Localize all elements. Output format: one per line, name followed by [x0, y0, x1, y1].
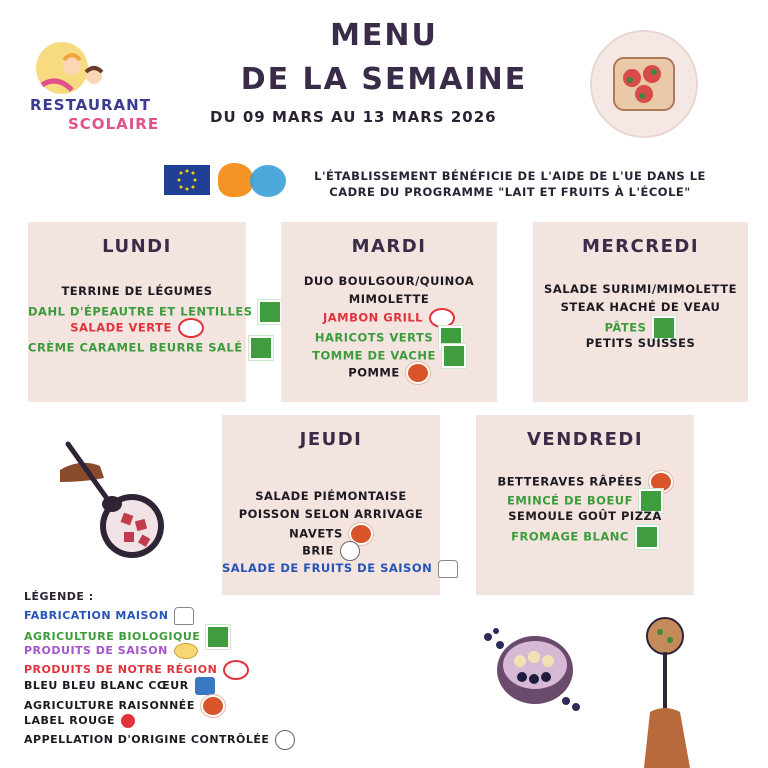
menu-item-label: BETTERAVES RÂPÉES [497, 474, 643, 489]
menu-item [533, 298, 748, 316]
menu-item-label: SALADE PIÉMONTAISE [255, 489, 407, 503]
menu-item-label: HARICOTS VERTS [314, 330, 434, 345]
menu-item-label: MIMOLETTE [348, 292, 430, 306]
day-card-mercredi [533, 222, 748, 402]
menu-item-label: POISSON SELON ARRIVAGE [238, 507, 424, 521]
menu-dates: DU 09 MARS AU 13 MARS 2026 [210, 108, 497, 126]
aoc-icon [275, 730, 295, 750]
agriculture-raisonnee-icon [201, 695, 225, 717]
fabrication-maison-icon [174, 607, 194, 625]
day-card-vendredi [476, 415, 694, 595]
legend-item-label: LABEL ROUGE [24, 714, 116, 727]
menu-item-label: PETITS SUISSES [585, 336, 696, 350]
menu-item-label: FROMAGE BLANC [511, 529, 629, 544]
menu-item [281, 326, 497, 344]
menu-item [533, 280, 748, 298]
legend-item-label: BLEU BLEU BLANC CŒUR [24, 679, 189, 692]
menu-item-label: TERRINE DE LÉGUMES [61, 284, 213, 298]
menu-item-label: PÂTES [604, 320, 647, 335]
eu-flag-icon [164, 165, 210, 195]
legend-items [24, 607, 324, 747]
legend-item [24, 695, 324, 713]
menu-item-label: TOMME DE VACHE [312, 348, 436, 363]
menu-item [222, 559, 440, 577]
restaurant-scolaire-logo [22, 40, 160, 155]
produits-region-icon [178, 318, 204, 338]
produits-region-icon [429, 308, 455, 328]
menu-item [476, 507, 694, 525]
agriculture-biologique-icon [206, 625, 230, 649]
day-card-lundi [28, 222, 253, 402]
day-card-mardi [281, 222, 497, 402]
legend-item-label: APPELLATION D'ORIGINE CONTRÔLÉE [24, 732, 270, 746]
menu-item-label: STEAK HACHÉ DE VEAU [560, 300, 721, 314]
produits-saison-icon [174, 643, 198, 659]
menu-items [281, 272, 497, 380]
legend-item-label: PRODUITS DE NOTRE RÉGION [24, 662, 218, 676]
menu-item-label: BRIE [302, 543, 334, 558]
menu-item [28, 282, 246, 300]
toast-plate-illustration [590, 30, 698, 138]
blueberry-bowl-illustration [480, 625, 590, 715]
label-rouge-icon [121, 714, 135, 728]
agriculture-biologique-icon [249, 336, 273, 360]
menu-item [222, 541, 440, 559]
logo-text-restaurant: RESTAURANT [30, 96, 151, 114]
agriculture-raisonnee-icon [406, 362, 430, 384]
legend-item-label: PRODUITS DE SAISON [24, 644, 168, 657]
menu-item [281, 290, 497, 308]
menu-item [533, 334, 748, 352]
menu-item-label: SEMOULE GOÛT PIZZA [508, 509, 662, 523]
agriculture-biologique-icon [635, 525, 659, 549]
day-title: JEUDI [299, 429, 363, 450]
partner-logo-blue-icon [250, 165, 286, 197]
fabrication-maison-icon [438, 560, 458, 578]
fork-meatball-illustration [630, 612, 700, 768]
legend-item [24, 607, 324, 625]
produits-region-icon [223, 660, 249, 680]
legend-item [24, 642, 324, 660]
menu-item-label: CRÈME CARAMEL BEURRE SALÉ [28, 340, 243, 355]
toast-icon [592, 32, 696, 136]
menu-item [28, 318, 246, 336]
legend-item-label: FABRICATION MAISON [24, 609, 169, 622]
menu-item-label: DUO BOULGOUR/QUINOA [303, 274, 475, 288]
legend-item [24, 660, 324, 678]
menu-item-label: EMINCÉ DE BOEUF [507, 493, 633, 508]
legend-item [24, 677, 324, 695]
bowl-with-spoon-illustration [60, 440, 180, 560]
menu-item-label: SALADE SURIMI/MIMOLETTE [544, 282, 737, 296]
agriculture-biologique-icon [258, 300, 282, 324]
legend-item-label: AGRICULTURE RAISONNÉE [24, 698, 195, 712]
menu-item [28, 336, 246, 354]
menu-item [281, 272, 497, 290]
legend-title: LÉGENDE : [24, 590, 94, 603]
menu-item-label: SALADE VERTE [70, 320, 172, 335]
day-title: VENDREDI [526, 429, 644, 450]
menu-items [28, 282, 253, 355]
menu-item-label: JAMBON GRILL [322, 310, 424, 325]
menu-item-label: POMME [348, 365, 400, 380]
menu-item [476, 525, 694, 543]
menu-item [222, 523, 440, 541]
menu-item-label: DAHL D'ÉPEAUTRE ET LENTILLES [28, 304, 253, 319]
partner-logo-orange-icon [218, 163, 254, 197]
legend-item [24, 730, 324, 748]
eu-program-notice: L'ÉTABLISSEMENT BÉNÉFICIE DE L'AIDE DE L'UE DANS LE CADRE DU PROGRAMME "LAIT ET FRUITS À L'ÉCOLE" [314, 169, 706, 199]
menu-item-label: NAVETS [289, 526, 343, 541]
legend-item [24, 712, 324, 730]
menu-item [281, 362, 497, 380]
menu-item [222, 487, 440, 505]
logo-text-scolaire: SCOLAIRE [68, 115, 160, 133]
menu-item [222, 505, 440, 523]
day-card-jeudi [222, 415, 440, 595]
menu-item [476, 471, 694, 489]
menu-item [533, 316, 748, 334]
menu-items [476, 471, 694, 543]
menu-items [222, 487, 440, 577]
day-title: MARDI [351, 236, 427, 257]
menu-item [281, 308, 497, 326]
menu-items [533, 280, 748, 352]
menu-item [281, 344, 497, 362]
page-title-line1: MENU [330, 18, 438, 53]
legend [24, 590, 324, 747]
day-title: MERCREDI [581, 236, 700, 257]
legend-item [24, 625, 324, 643]
bleu-blanc-coeur-icon [195, 677, 215, 695]
day-title: LUNDI [102, 236, 172, 257]
menu-item [476, 489, 694, 507]
menu-item [28, 300, 253, 319]
menu-item-label: SALADE DE FRUITS DE SAISON [222, 561, 433, 575]
page-title-line2: DE LA SEMAINE [240, 62, 528, 97]
aoc-icon [340, 541, 360, 561]
legend-item-label: AGRICULTURE BIOLOGIQUE [24, 629, 201, 643]
